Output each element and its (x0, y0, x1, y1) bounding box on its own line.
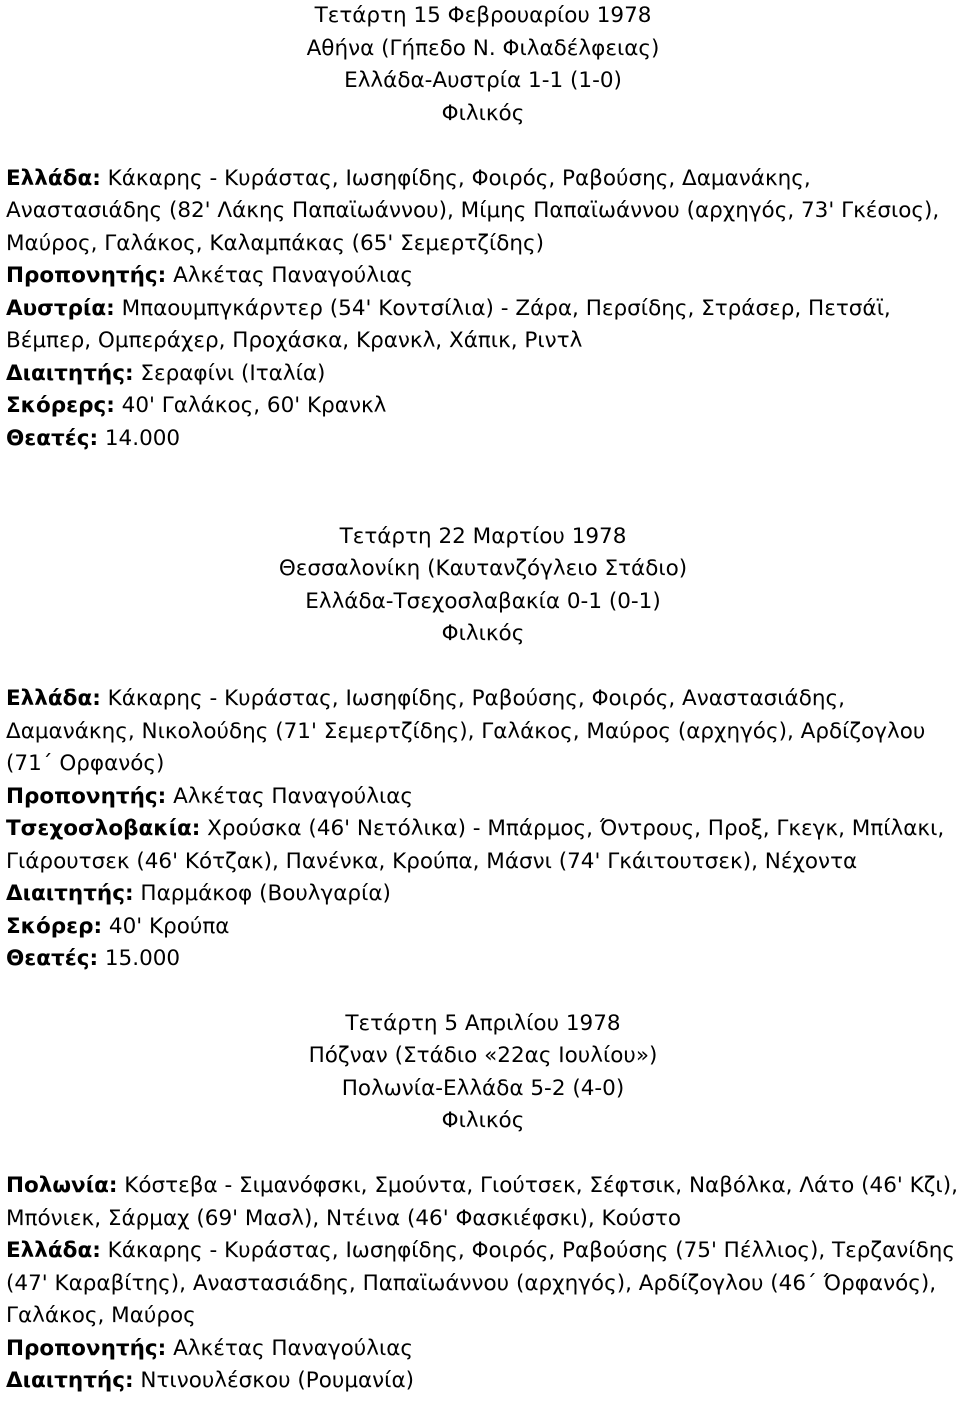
detail-label: Ελλάδα: (6, 165, 101, 191)
detail-label: Προπονητής: (6, 1335, 167, 1361)
match-score: Ελλάδα-Τσεχοσλαβακία 0-1 (0-1) (305, 588, 661, 614)
match-type: Φιλικός (441, 1108, 525, 1133)
detail-text: Ντινουλέσκου (Ρουμανία) (133, 1368, 415, 1393)
detail-text: Σεραφίνι (Ιταλία) (133, 360, 326, 386)
match-details (6, 163, 960, 456)
detail-text: 40' Κρούπα (102, 913, 230, 939)
match-details (6, 683, 960, 976)
coach-line (6, 1333, 960, 1366)
referee-line (6, 1365, 960, 1398)
detail-label: Διαιτητής: (6, 1368, 134, 1393)
scorers-line (6, 911, 960, 944)
attendance-line (6, 943, 960, 976)
detail-label: Ελλάδα: (6, 1238, 101, 1263)
detail-label: Ελλάδα: (6, 686, 101, 711)
detail-text: 14.000 (98, 425, 181, 451)
match-section-2 (6, 488, 960, 976)
czechoslovakia-lineup (6, 813, 960, 878)
detail-label: Τσεχοσλοβακία: (6, 816, 201, 841)
detail-text: Χρούσκα (46' Νετόλικα) - Μπάρμος, Όντρους, Προξ, Γκεγκ, Μπίλακι, Γιάρουτσεκ (46' Κότζακ), Πανένκα, Κρούπα, Μάσνι (74' Γκάιτουτσεκ), Νέχοντα (6, 816, 945, 874)
match-section-1 (6, 0, 960, 455)
detail-text: Μπαουμπγκάρντερ (54' Κοντσίλια) - Ζάρα, Περσίδης, Στράσερ, Πετσάϊ, Βέμπερ, Ομπεράχερ, Προχάσκα, Κρανκλ, Χάπικ, Ριντλ (6, 295, 891, 353)
spacer (6, 651, 960, 684)
detail-text: Κόστεβα - Σιμανόφσκι, Σμούντα, Γιούτσεκ, Σέφτσικ, Ναβόλκα, Λάτο (46' Κζι), Μπόνιεκ, Σάρμαχ (69' Μασλ), Ντέινα (46' Φασκιέφσκι), Κούστο (6, 1173, 958, 1231)
detail-label: Πολωνία: (6, 1173, 118, 1198)
spacer (6, 1138, 960, 1171)
detail-text: Αλκέτας Παναγούλιας (166, 263, 414, 288)
detail-text: 40' Γαλάκος, 60' Κρανκλ (114, 393, 387, 418)
referee-line (6, 358, 960, 391)
poland-lineup (6, 1170, 960, 1235)
detail-text: Παρμάκοφ (Βουλγαρία) (133, 881, 391, 906)
attendance-line (6, 423, 960, 456)
detail-label: Διαιτητής: (6, 360, 134, 386)
match-score: Πολωνία-Ελλάδα 5-2 (4-0) (341, 1075, 625, 1101)
greece-lineup (6, 683, 960, 781)
referee-line (6, 878, 960, 911)
spacer (6, 130, 960, 163)
match-date: Τετάρτη 15 Φεβρουαρίου 1978 (314, 3, 652, 28)
match-type: Φιλικός (441, 621, 525, 646)
detail-text: Κάκαρης - Κυράστας, Ιωσηφίδης, Φοιρός, Ραβούσης, Δαμανάκης, Αναστασιάδης (82' Λάκης Παπαϊωάννου), Μίμης Παπαϊωάννου (αρχηγός, 73' Γκέσιος), Μαύρος, Γαλάκος, Καλαμπάκας (65' Σεμερτζίδης) (6, 165, 940, 256)
match-date: Τετάρτη 22 Μαρτίου 1978 (339, 523, 627, 549)
match-venue: Πόζναν (Στάδιο «22ας Ιουλίου») (308, 1043, 658, 1068)
match-date: Τετάρτη 5 Απριλίου 1978 (345, 1010, 621, 1036)
detail-label: Θεατές: (6, 946, 99, 971)
match-score: Ελλάδα-Αυστρία 1-1 (1-0) (344, 68, 622, 93)
austria-lineup (6, 293, 960, 358)
detail-label: Διαιτητής: (6, 881, 134, 906)
coach-line (6, 260, 960, 293)
detail-label: Προπονητής: (6, 783, 167, 809)
greece-lineup (6, 163, 960, 261)
spacer (6, 488, 960, 521)
coach-line (6, 781, 960, 814)
detail-label: Προπονητής: (6, 263, 167, 288)
detail-text: 15.000 (98, 946, 181, 971)
detail-text: Κάκαρης - Κυράστας, Ιωσηφίδης, Φοιρός, Ραβούσης (75' Πέλλιος), Τερζανίδης (47' Καραβίτης), Αναστασιάδης, Παπαϊωάννου (αρχηγός), Αρδίζογλου (46΄ Όρφανός), Γαλάκος, Μαύρος (6, 1238, 955, 1328)
match-venue: Αθήνα (Γήπεδο Ν. Φιλαδέλφειας) (306, 35, 660, 61)
detail-label: Θεατές: (6, 425, 99, 451)
detail-label: Σκόρερς: (6, 393, 115, 418)
greece-lineup (6, 1235, 960, 1333)
detail-text: Κάκαρης - Κυράστας, Ιωσηφίδης, Ραβούσης, Φοιρός, Αναστασιάδης, Δαμανάκης, Νικολούδης (71' Σεμερτζίδης), Γαλάκος, Μαύρος (αρχηγός), Αρδίζογλου (71΄ Ορφανός) (6, 686, 926, 776)
match-type: Φιλικός (441, 100, 525, 126)
detail-label: Αυστρία: (6, 295, 115, 321)
detail-text: Αλκέτας Παναγούλιας (166, 1335, 414, 1361)
match-venue: Θεσσαλονίκη (Καυτανζόγλειο Στάδιο) (278, 556, 688, 581)
match-section-3 (6, 1008, 960, 1398)
scorers-line (6, 390, 960, 423)
detail-text: Αλκέτας Παναγούλιας (166, 783, 414, 809)
detail-label: Σκόρερ: (6, 913, 103, 939)
match-details (6, 1170, 960, 1398)
